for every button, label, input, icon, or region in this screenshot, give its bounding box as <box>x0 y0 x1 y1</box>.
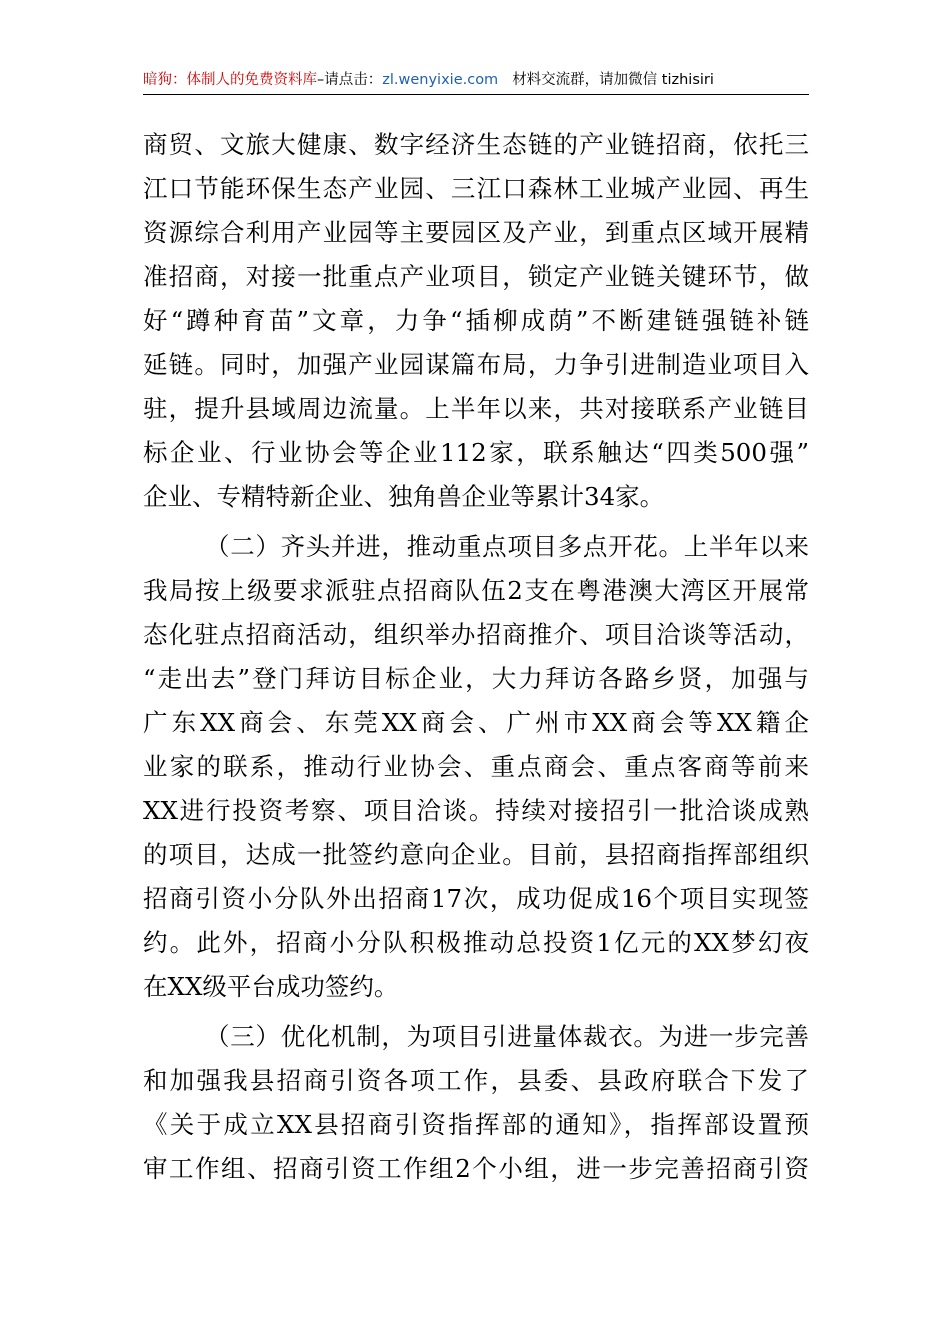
body-line: 我局按上级要求派驻点招商队伍2支在粤港澳大湾区开展常 <box>143 576 809 605</box>
body-line: 在XX级平台成功签约。 <box>143 972 399 1001</box>
body-line: 广东XX商会、东莞XX商会、广州市XX商会等XX籍企 <box>143 708 809 737</box>
body-line: 态化驻点招商活动，组织举办招商推介、项目洽谈等活动， <box>143 620 809 649</box>
body-line: 业家的联系，推动行业协会、重点商会、重点客商等前来 <box>143 752 809 781</box>
section-heading-2: （二）齐头并进，推动重点项目多点开花。上半年以来 <box>205 532 809 561</box>
body-line: 江口节能环保生态产业园、三江口森林工业城产业园、再生 <box>143 174 809 203</box>
body-line: XX进行投资考察、项目洽谈。持续对接招引一批洽谈成熟 <box>143 796 809 825</box>
body-line: 商贸、文旅大健康、数字经济生态链的产业链招商，依托三 <box>143 130 809 159</box>
body-line: 约。此外，招商小分队积极推动总投资1亿元的XX梦幻夜 <box>143 928 809 957</box>
header-contact: 材料交流群，请加微信 tizhisiri <box>512 72 714 88</box>
body-line: 的项目，达成一批签约意向企业。目前，县招商指挥部组织 <box>143 840 809 869</box>
header-brand: 暗狗：体制人的免费资料库 <box>143 72 317 88</box>
body-line: 好“蹲种育苗”文章，力争“插柳成荫”不断建链强链补链 <box>143 306 809 335</box>
body-line: 和加强我县招商引资各项工作，县委、县政府联合下发了 <box>143 1066 809 1095</box>
body-line: 延链。同时，加强产业园谋篇布局，力争引进制造业项目入 <box>143 350 809 379</box>
body-line: 招商引资小分队外出招商17次，成功促成16个项目实现签 <box>143 884 809 913</box>
body-line: 审工作组、招商引资工作组2个小组，进一步完善招商引资 <box>143 1154 809 1183</box>
body-line: 资源综合利用产业园等主要园区及产业，到重点区域开展精 <box>143 218 809 247</box>
header-url-link[interactable]: zl.wenyixie.com <box>382 72 499 88</box>
body-line: 企业、专精特新企业、独角兽企业等累计34家。 <box>143 482 665 511</box>
page-header <box>143 66 809 95</box>
body-line: 准招商，对接一批重点产业项目，锁定产业链关键环节，做 <box>143 262 809 291</box>
body-line: 标企业、行业协会等企业112家，联系触达“四类500强” <box>143 438 809 467</box>
section-heading-3: （三）优化机制，为项目引进量体裁衣。为进一步完善 <box>205 1022 809 1051</box>
body-line: “走出去”登门拜访目标企业，大力拜访各路乡贤，加强与 <box>143 664 809 693</box>
body-line: 驻，提升县域周边流量。上半年以来，共对接联系产业链目 <box>143 394 809 423</box>
body-line: 《关于成立XX县招商引资指挥部的通知》，指挥部设置预 <box>143 1110 809 1139</box>
header-prompt: –请点击： <box>317 72 383 88</box>
